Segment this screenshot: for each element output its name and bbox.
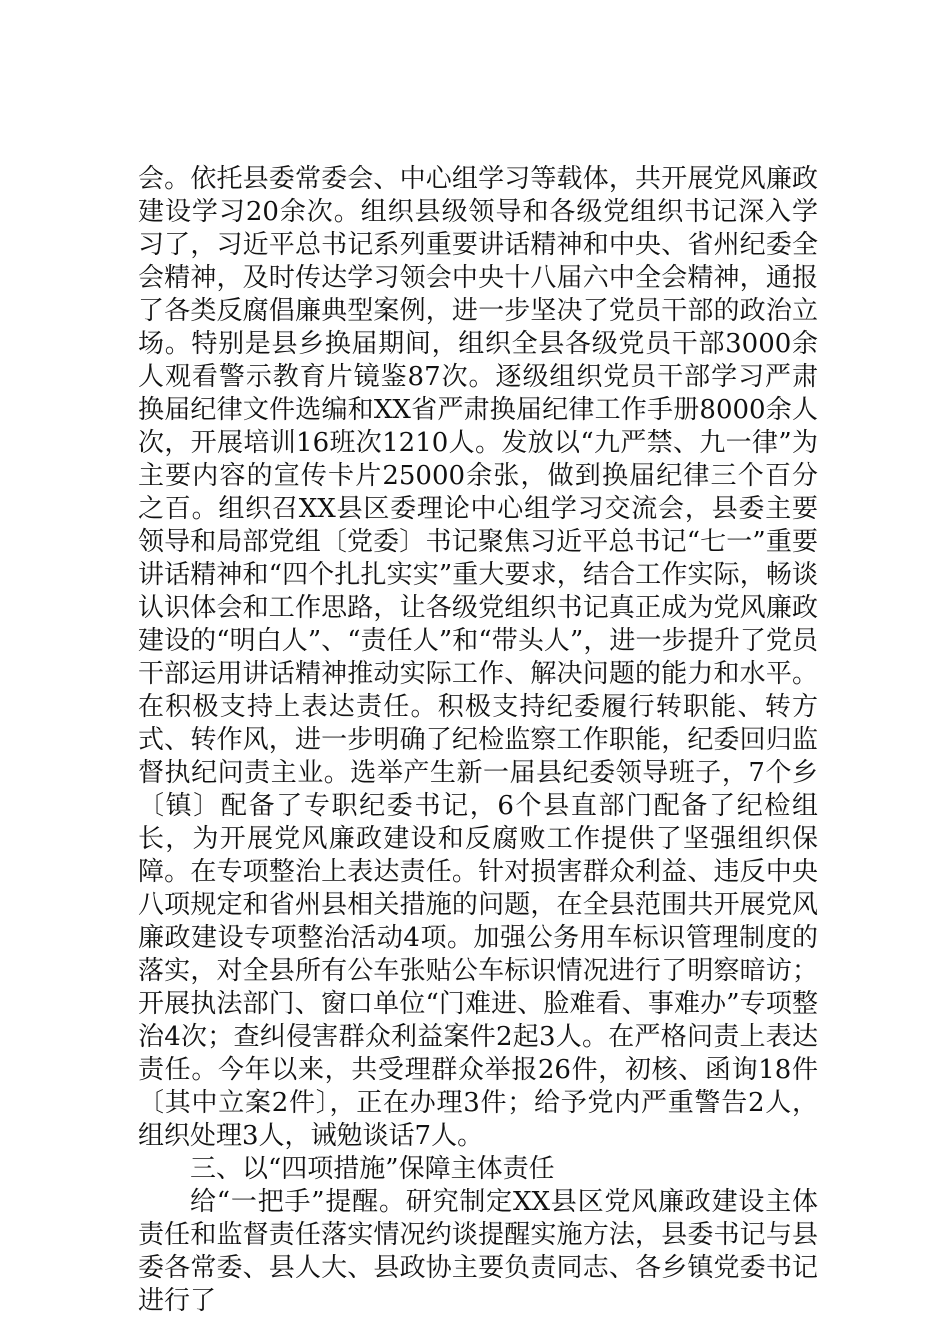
- section-heading-three: 三、以“四项措施”保障主体责任: [190, 1154, 555, 1184]
- body-paragraph-continued: 会。依托县委常委会、中心组学习等载体，共开展党风廉政建设学习20余次。组织县级领导和各级党组织书记深入学习了，习近平总书记系列重要讲话精神和中央、省州纪委全会精神，及时传达学习领会中央十八届六中全会精神，通报了各类反腐倡廉典型案例，进一步坚决了党员干部的政治立场。特别是县乡换届期间，组织全县各级党员干部3000余人观看警示教育片镜鉴87次。逐级组织党员干部学习严肃换届纪律文件选编和XX省严肃换届纪律工作手册8000余人次，开展培训16班次1210人。发放以“九严禁、九一律”为主要内容的宣传卡片25000余张，做到换届纪律三个百分之百。组织召XX县区委理论中心组学习交流会，县委主要领导和局部党组〔党委〕书记聚焦习近平总书记“七一”重要讲话精神和“四个扎扎实实”重大要求，结合工作实际，畅谈认识体会和工作思路，让各级党组织书记真正成为党风廉政建设的“明白人”、“责任人”和“带头人”，进一步提升了党员干部运用讲话精神推动实际工作、解决问题的能力和水平。在积极支持上表达责任。积极支持纪委履行转职能、转方式、转作风，进一步明确了纪检监察工作职能，纪委回归监督执纪问责主业。选举产生新一届县纪委领导班子，7个乡〔镇〕配备了专职纪委书记，6个县直部门配备了纪检组长，为开展党风廉政建设和反腐败工作提供了坚强组织保障。在专项整治上表达责任。针对损害群众利益、违反中央八项规定和省州县相关措施的问题，在全县范围共开展党风廉政建设专项整治活动4项。加强公务用车标识管理制度的落实，对全县所有公车张贴公车标识情况进行了明察暗访；开展执法部门、窗口单位“门难进、脸难看、事难办”专项整治4次；查纠侵害群众利益案件2起3人。在严格问责上表达责任。今年以来，共受理群众举报26件，初核、函询18件〔其中立案2件〕，正在办理3件；给予党内严重警告2人，组织处理3人，诫勉谈话7人。: [138, 164, 818, 1151]
- document-body: [138, 163, 818, 1318]
- body-paragraph-reminder: 给“一把手”提醒。研究制定XX县区党风廉政建设主体责任和监督责任落实情况约谈提醒实施方法，县委书记与县委各常委、县人大、县政协主要负责同志、各乡镇党委书记进行了: [138, 1187, 818, 1316]
